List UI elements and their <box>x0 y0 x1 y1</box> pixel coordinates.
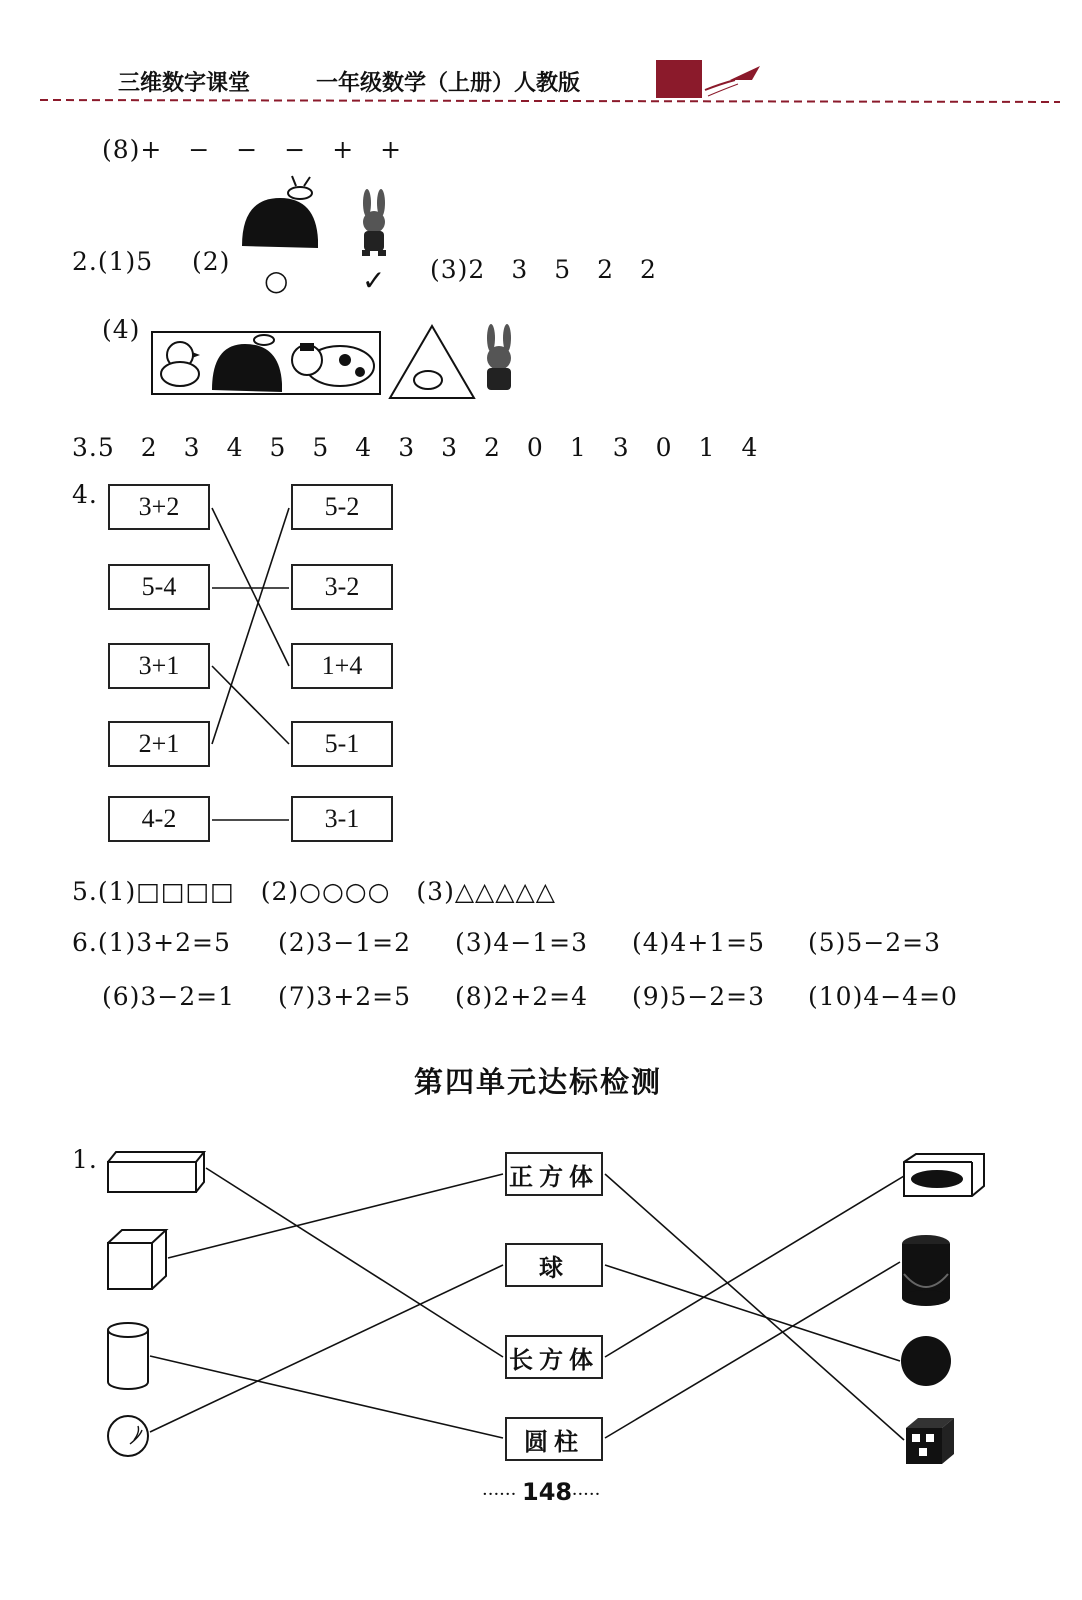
shape-name-cube: 正方体 <box>505 1152 603 1196</box>
header-left-title: 三维数字课堂 <box>118 71 251 96</box>
answer-q2-3: (3)2 3 5 2 2 <box>430 255 657 284</box>
ball-icon <box>901 1336 951 1386</box>
cuboid-shape-icon <box>108 1152 204 1192</box>
q4-left-box-1: 3+2 <box>108 484 210 530</box>
shape-name-cylinder: 圆柱 <box>505 1417 603 1461</box>
answer-q6-9: (9)5−2=3 <box>632 982 766 1011</box>
answer-q6-10: (10)4−4=0 <box>808 982 958 1011</box>
bucket-icon <box>902 1235 950 1306</box>
answer-q6-2: (2)3−1=2 <box>278 928 412 957</box>
rubiks-cube-icon <box>906 1418 954 1464</box>
q4-left-box-3: 3+1 <box>108 643 210 689</box>
sphere-shape-icon <box>108 1416 148 1456</box>
answer-q5: 5.(1)□□□□ (2)○○○○ (3)△△△△△ <box>72 877 556 906</box>
answer-q6-7: (7)3+2=5 <box>278 982 412 1011</box>
answer-q6-6: (6)3−2=1 <box>102 982 236 1011</box>
page-number: 148 <box>522 1478 573 1506</box>
section-title: 第四单元达标检测 <box>414 1065 663 1099</box>
answer-q2-4: (4) <box>102 315 141 344</box>
q4-match-lines <box>212 508 289 820</box>
triangle-outline-icon <box>390 326 474 398</box>
q4-right-box-2: 3-2 <box>291 564 393 610</box>
shape-name-cuboid: 长方体 <box>505 1335 603 1379</box>
answer-q2-2-circle-mark: ○ <box>264 264 290 297</box>
shape-name-sphere: 球 <box>505 1243 603 1287</box>
section-q1-label: 1. <box>72 1145 98 1174</box>
answer-q3: 3.5 2 3 4 5 5 4 3 3 2 0 1 3 0 1 4 <box>72 433 759 462</box>
snail-icon <box>242 176 318 248</box>
tissue-box-icon <box>904 1154 984 1196</box>
q4-right-box-3: 1+4 <box>291 643 393 689</box>
footer-dots-right: ······ <box>566 1484 601 1505</box>
header-right-title: 一年级数学（上册）人教版 <box>316 71 581 96</box>
answer-q2-1: 2.(1)5 <box>72 247 154 276</box>
snail-icon-group <box>212 335 282 392</box>
q4-left-box-2: 5-4 <box>108 564 210 610</box>
cow-icon <box>292 343 374 386</box>
answer-q6-1: 6.(1)3+2=5 <box>72 928 231 957</box>
answer-q1-8: (8)+ − − − + + <box>102 135 403 164</box>
rabbit-icon-group <box>487 324 511 390</box>
answer-q2-2-check-mark: ✓ <box>362 264 387 297</box>
section-q1-match-lines <box>150 1168 904 1440</box>
q4-right-box-1: 5-2 <box>291 484 393 530</box>
answer-q6-8: (8)2+2=4 <box>455 982 589 1011</box>
rabbit-icon <box>362 189 386 256</box>
footer-dots-left: ······ <box>482 1484 517 1505</box>
cube-shape-icon <box>108 1230 166 1289</box>
q4-right-box-4: 5-1 <box>291 721 393 767</box>
answer-q4-label: 4. <box>72 480 98 509</box>
q4-left-box-5: 4-2 <box>108 796 210 842</box>
chick-icon <box>161 342 200 386</box>
answer-q6-4: (4)4+1=5 <box>632 928 766 957</box>
answer-q6-5: (5)5−2=3 <box>808 928 942 957</box>
answer-q6-3: (3)4−1=3 <box>455 928 589 957</box>
cylinder-shape-icon <box>108 1323 148 1389</box>
answer-q2-2: (2) <box>192 247 231 276</box>
q4-left-box-4: 2+1 <box>108 721 210 767</box>
q4-right-box-5: 3-1 <box>291 796 393 842</box>
